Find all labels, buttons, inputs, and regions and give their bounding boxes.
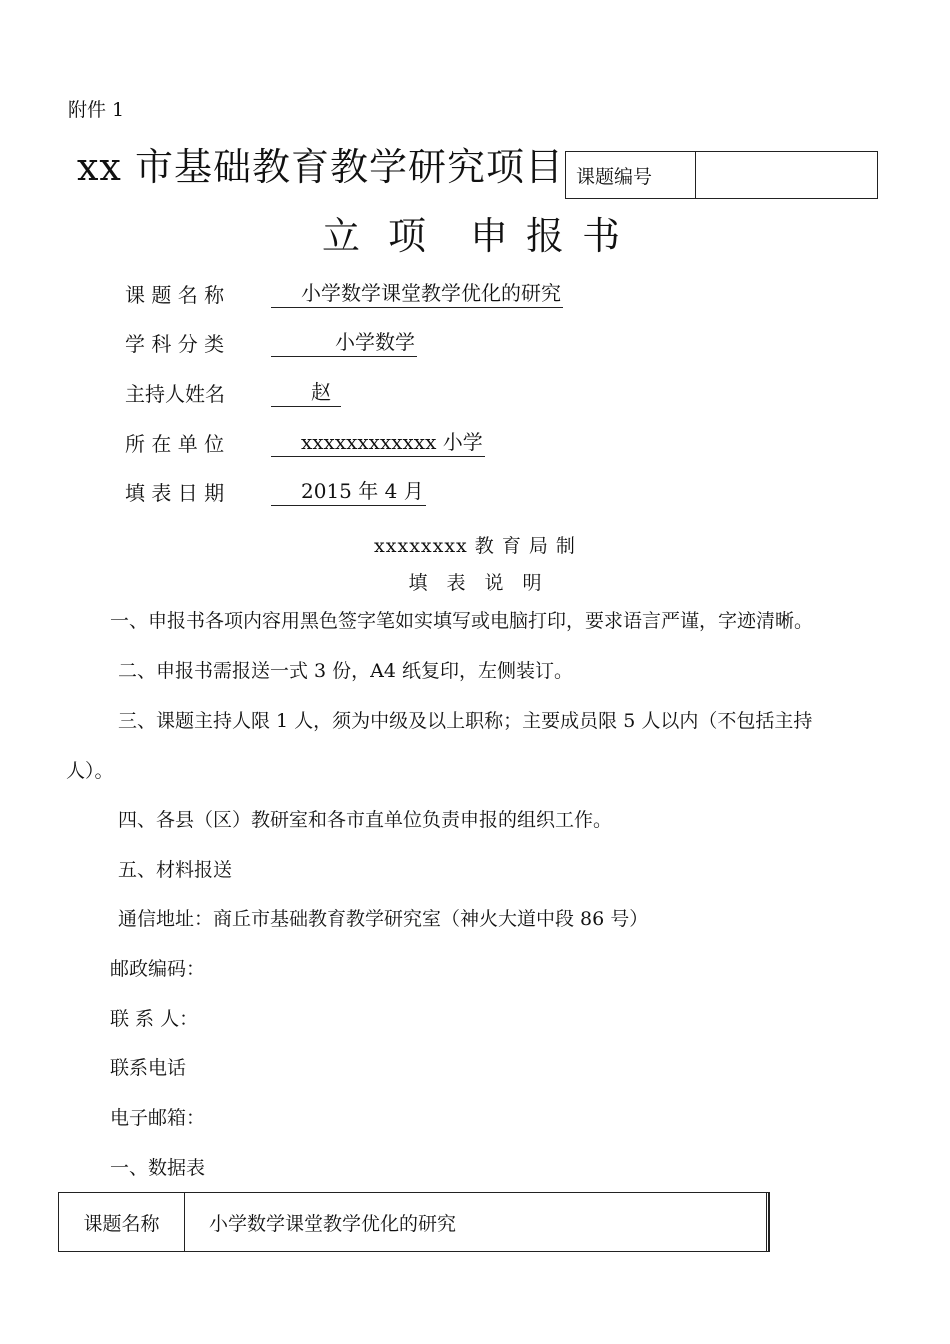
postal-code-label: 邮政编码： xyxy=(110,958,206,980)
contact-phone-label: 联系电话 xyxy=(110,1057,187,1079)
issuer: xxxxxxxx 教 育 局 制 xyxy=(374,535,576,557)
field-label: 填 表 日 期 xyxy=(125,481,225,505)
mailing-address: 通信地址：商丘市基础教育教学研究室（神火大道中段 86 号） xyxy=(118,908,649,930)
data-table-heading: 一、数据表 xyxy=(110,1157,206,1179)
subtitle-char: 立 xyxy=(322,214,361,258)
contact-person-label: 联 系 人： xyxy=(110,1008,199,1030)
field-label: 主持人姓名 xyxy=(125,382,225,406)
field-organization xyxy=(125,427,485,457)
field-value: 小学数学课堂教学优化的研究 xyxy=(271,280,563,308)
data-table-value: 小学数学课堂教学优化的研究 xyxy=(185,1193,769,1251)
attachment-label: 附件 1 xyxy=(68,99,125,121)
field-value: 2015 年 4 月 xyxy=(271,478,426,506)
data-table xyxy=(58,1192,770,1252)
field-label: 课 题 名 称 xyxy=(125,283,225,307)
subtitle-char: 申 xyxy=(470,214,509,258)
subtitle-char: 书 xyxy=(582,214,621,258)
subtitle-char: 报 xyxy=(526,214,565,258)
project-code-box xyxy=(565,151,878,199)
field-subject xyxy=(125,327,417,357)
email-label: 电子邮箱： xyxy=(110,1107,206,1129)
instruction-item: 五、材料报送 xyxy=(118,859,233,881)
instruction-item: 三、课题主持人限 1 人，须为中级及以上职称；主要成员限 5 人以内（不包括主持 xyxy=(118,710,813,732)
document-subtitle xyxy=(322,205,648,260)
project-code-label: 课题编号 xyxy=(566,152,696,198)
field-host-name xyxy=(125,377,341,407)
field-label: 所 在 单 位 xyxy=(125,432,225,456)
field-value: 赵 xyxy=(271,379,341,407)
field-value: 小学数学 xyxy=(271,329,417,357)
field-label: 学 科 分 类 xyxy=(125,332,225,356)
field-date xyxy=(125,476,426,506)
instruction-item: 四、各县（区）教研室和各市直单位负责申报的组织工作。 xyxy=(118,809,613,831)
subtitle-char: 项 xyxy=(388,214,427,258)
instructions-title: 填 表 说 明 xyxy=(408,572,542,594)
field-value: xxxxxxxxxxxx 小学 xyxy=(271,429,485,457)
document-title: xx 市基础教育教学研究项目 xyxy=(77,145,564,189)
field-project-name xyxy=(125,278,563,308)
instruction-item: 一、申报书各项内容用黑色签字笔如实填写或电脑打印，要求语言严谨，字迹清晰。 xyxy=(110,610,814,632)
instruction-item: 二、申报书需报送一式 3 份，A4 纸复印，左侧装订。 xyxy=(118,660,574,682)
project-code-value xyxy=(696,152,877,198)
data-table-label: 课题名称 xyxy=(59,1193,185,1251)
instruction-item: 人）。 xyxy=(66,760,114,782)
